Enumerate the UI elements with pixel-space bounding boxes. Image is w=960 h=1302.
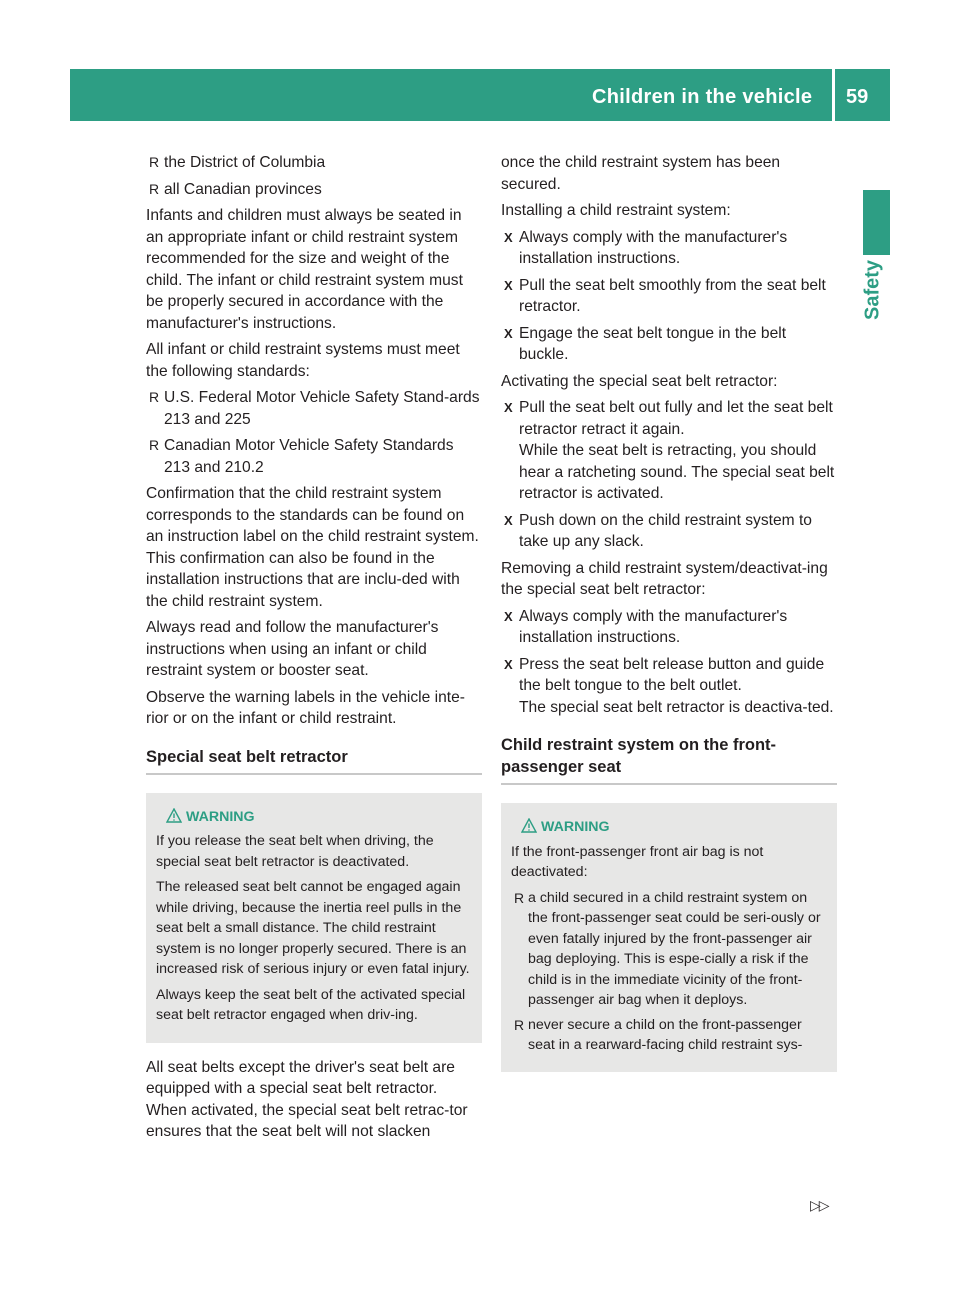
right-column [501,152,837,1086]
warning-text: Always keep the seat belt of the activated special seat belt retractor engaged when driv-ing. [156,986,466,1023]
step-icon: X [504,229,513,245]
warning-title: WARNING [156,807,472,828]
step-icon: X [504,277,513,293]
step-result: The special seat belt retractor is deactiva-ted. [519,698,834,716]
section-heading: Child restraint system on the front-passenger seat [501,734,837,785]
continue-arrow-icon: ▷▷ [810,1197,828,1213]
bullet-icon: R [514,1016,525,1033]
section-tab-label: Safety [861,259,884,321]
section-tab-marker [863,190,890,255]
step-icon: X [504,512,513,528]
section-heading: Special seat belt retractor [146,746,482,775]
page-number: 59 [846,86,869,108]
left-column [146,152,482,1148]
step-result: While the seat belt is retracting, you should hear a ratcheting sound. The special seat belt retractor is activated. [519,442,835,502]
list-item: R Canadian Motor Vehicle Safety Standards 213 and 210.2 [149,437,454,476]
list-item: R never secure a child on the front-passenger seat in a rearward-facing child restraint sys- [514,1016,803,1053]
bullet-icon: R [149,180,160,197]
bullet-icon: R [514,889,525,906]
list-item: R U.S. Federal Motor Vehicle Safety Stand-ards 213 and 225 [149,389,480,428]
paragraph: Activating the special seat belt retractor: [501,372,778,390]
paragraph: Removing a child restraint system/deactivat-ing the special seat belt retractor: [501,559,828,598]
warning-text: The released seat belt cannot be engaged again while driving, because the inertia reel pulls in the seat belt a small distance. The child restraint system is no longer properly secured. There is an increased risk of serious injury or even fatal injury. [156,879,470,977]
instruction-step: X Always comply with the manufacturer's installation instructions. [504,228,788,267]
instruction-step: X Push down on the child restraint system to take up any slack. [504,511,812,550]
list-item: R a child secured in a child restraint system on the front-passenger seat could be seri-ously or even fatally injured by the front-passenger air bag deploying. This is espe-cially a risk if the child is in the immediate vicinity of the front-passenger air bag when it deploys. [514,889,821,1008]
step-icon: X [504,608,513,624]
step-icon: X [504,400,513,415]
paragraph: once the child restraint system has been secured. [501,154,781,193]
warning-text: If you release the seat belt when driving, the special seat belt retractor is deactivated. [156,833,434,870]
instruction-step: X Engage the seat belt tongue in the belt buckle. [504,324,787,363]
list-item: R all Canadian provinces [146,179,482,201]
warning-box [501,803,837,1072]
list-item: R the District of Columbia [146,152,482,174]
bullet-icon: R [149,154,160,170]
instruction-step: X Pull the seat belt out fully and let the seat belt retractor retract it again. While the seat belt is retracting, you should hear a ratcheting sound. The special seat belt retractor is activated. [504,399,835,502]
step-icon: X [504,656,513,672]
warning-triangle-icon [521,818,537,834]
paragraph: All infant or child restraint systems must meet the following standards: [146,341,460,380]
bullet-icon: R [149,389,160,405]
header-separator [832,69,835,121]
step-icon: X [504,325,513,341]
paragraph: All seat belts except the driver's seat belt are equipped with a special seat belt retractor. When activated, the special seat belt retrac-tor ensures that the seat belt will not slacken [146,1058,468,1140]
paragraph: Infants and children must always be seated in an appropriate infant or child restraint system recommended for the size and weight of the child. The infant or child restraint system must be properly secured in accordance with the manufacturer's instructions. [146,207,463,332]
warning-text: If the front-passenger front air bag is not deactivated: [511,843,764,880]
warning-title: WARNING [511,817,827,838]
bullet-icon: R [149,437,160,453]
instruction-step: X Pull the seat belt smoothly from the seat belt retractor. [504,276,826,315]
warning-triangle-icon [166,808,182,824]
chapter-title: Children in the vehicle [592,86,813,108]
instruction-step: X Always comply with the manufacturer's installation instructions. [504,607,788,646]
paragraph: Always read and follow the manufacturer's instructions when using an infant or child restraint system or booster seat. [146,619,439,679]
paragraph: Installing a child restraint system: [501,202,731,219]
instruction-step: X Press the seat belt release button and guide the belt tongue to the belt outlet. The special seat belt retractor is deactiva-ted. [504,655,834,716]
warning-box [146,793,482,1043]
paragraph: Confirmation that the child restraint system corresponds to the standards can be found on an instruction label on the child restraint system. This confirmation can also be found in the installation instructions that are inclu-ded with the child restraint system. [146,485,479,610]
paragraph: Observe the warning labels in the vehicle inte-rior or on the infant or child restraint. [146,688,465,727]
